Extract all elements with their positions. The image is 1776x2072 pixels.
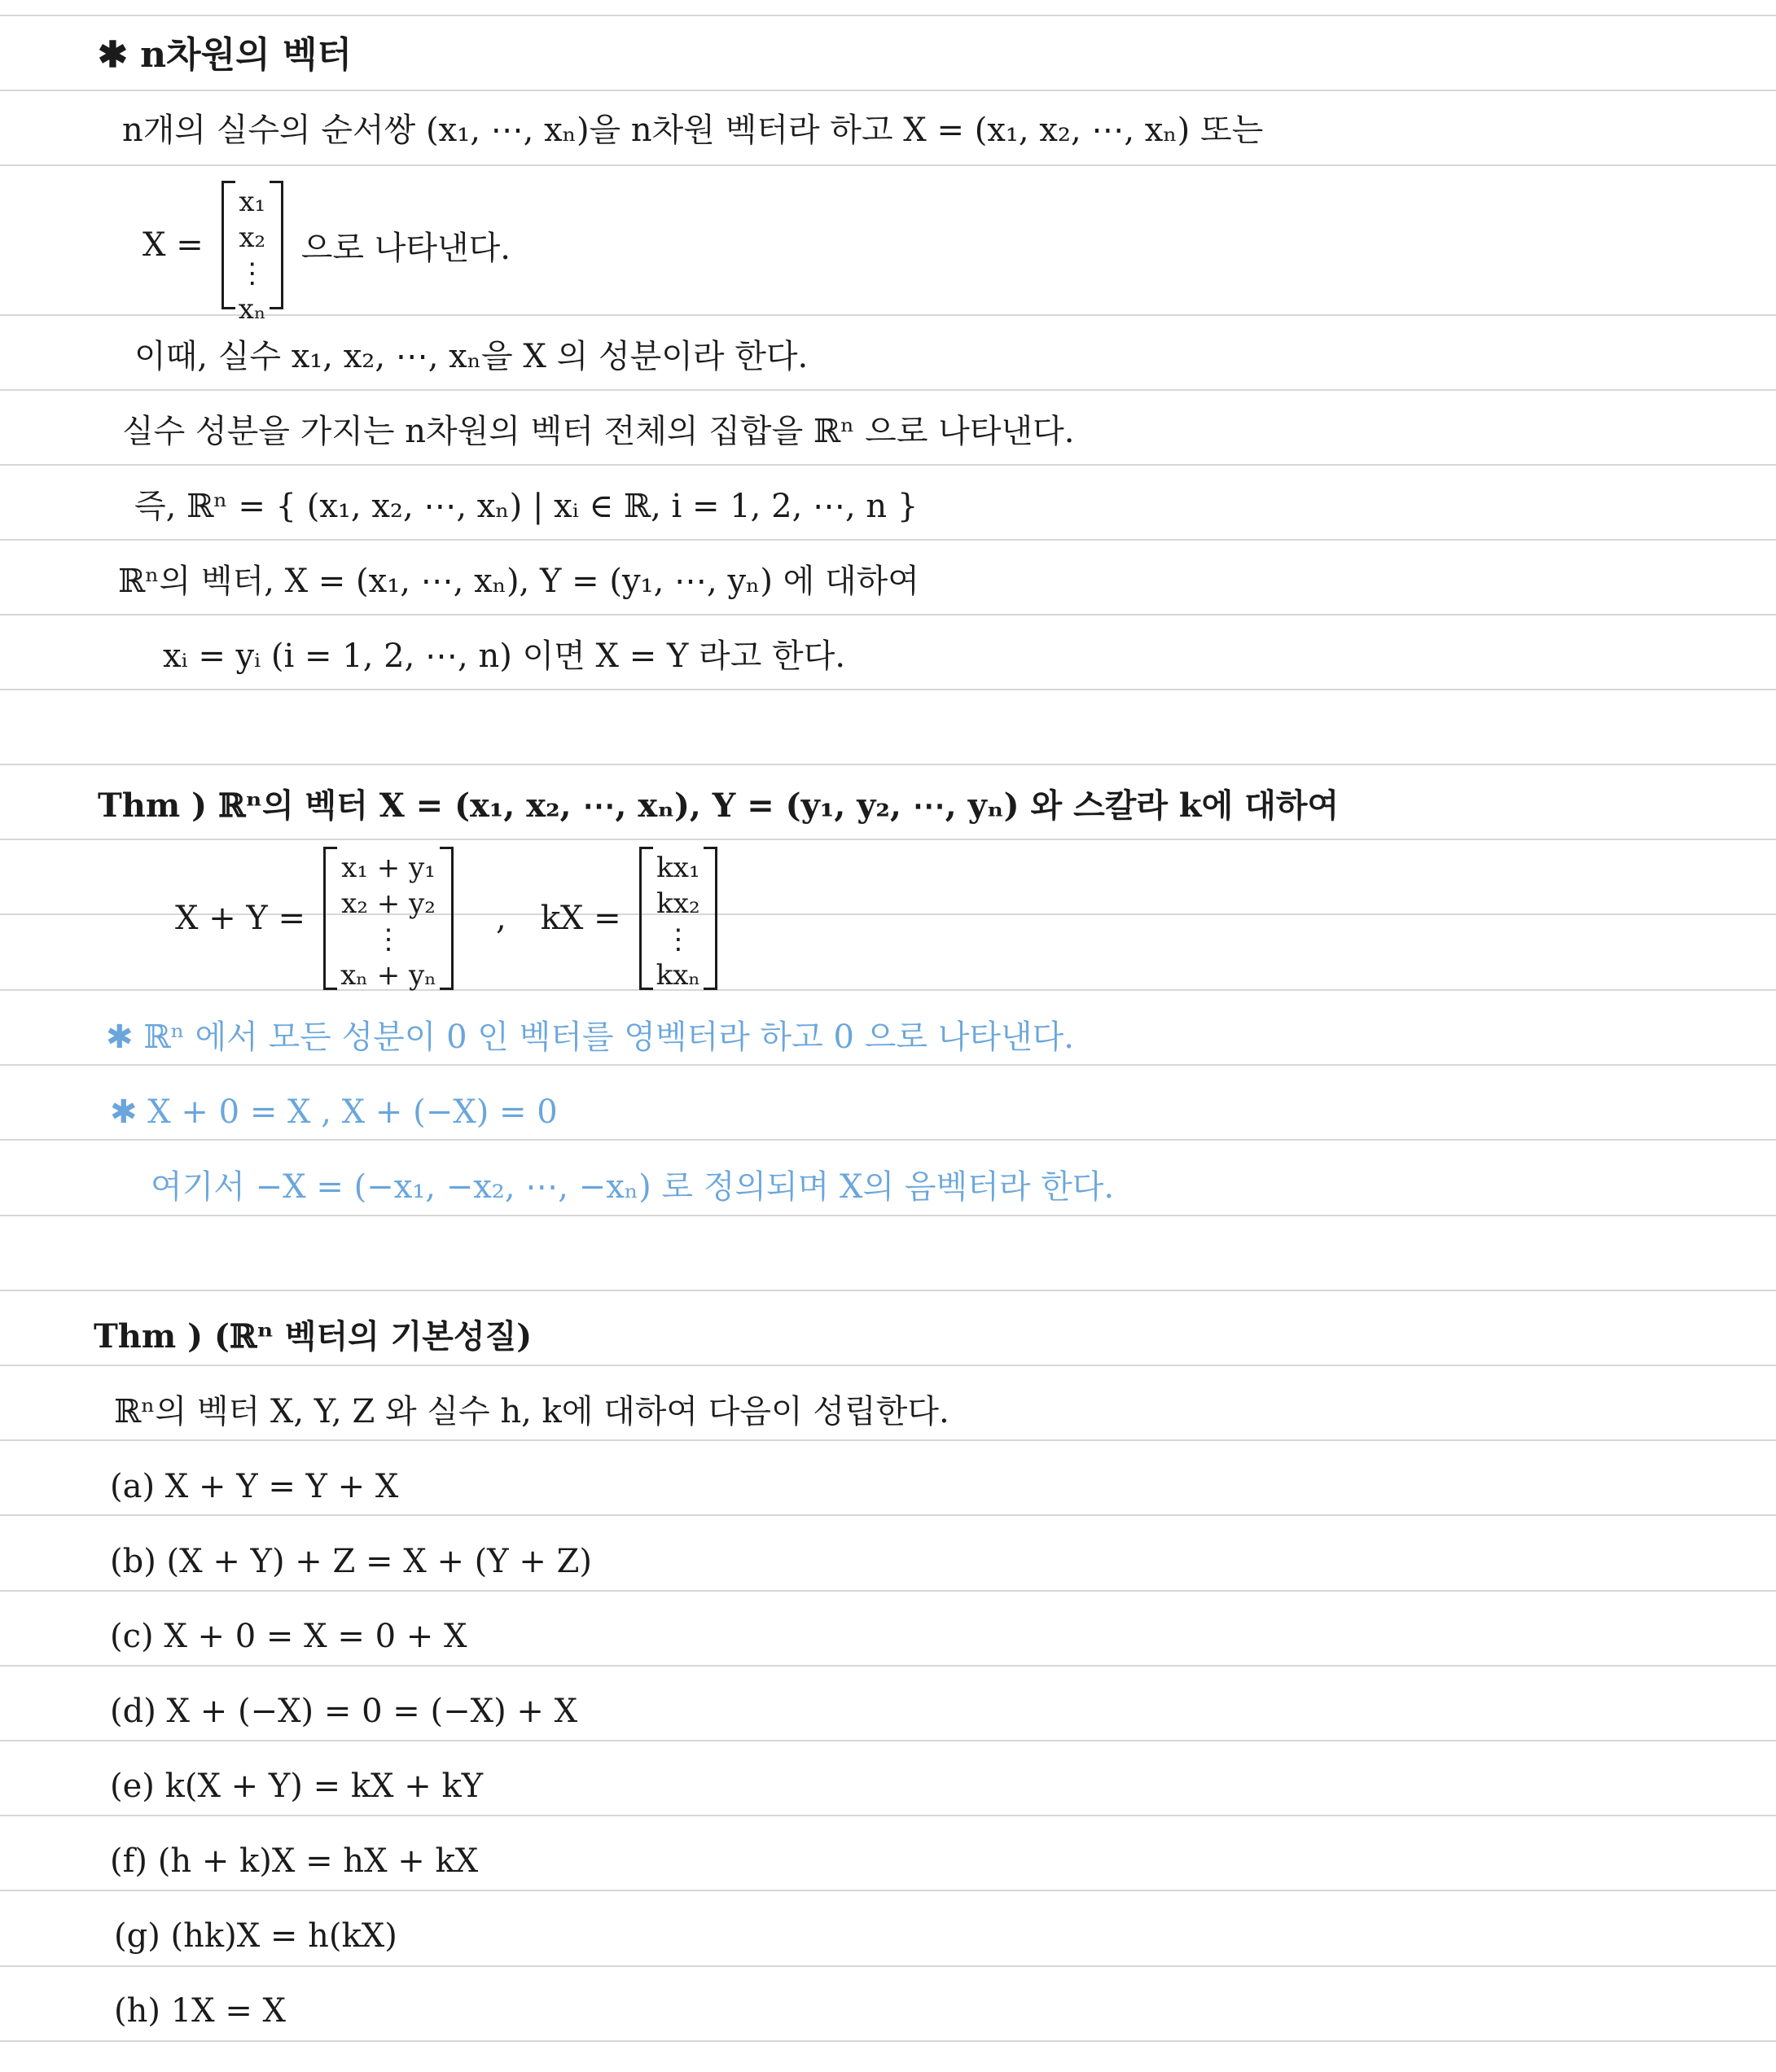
equality-intro: ℝⁿ의 벡터, X = (x₁, ⋯, xₙ), Y = (y₁, ⋯, yₙ) 에 대하여 — [118, 563, 919, 600]
rule-line — [0, 689, 1776, 690]
column-lhs: X = — [143, 226, 204, 264]
equality-condition: xᵢ = yᵢ (i = 1, 2, ⋯, n) 이면 X = Y 라고 한다. — [163, 637, 846, 675]
set-statement: 실수 성분을 가지는 n차원의 벡터 전체의 집합을 ℝⁿ 으로 나타낸다. — [122, 413, 1075, 450]
property-item: (e) k(X + Y) = kX + kY — [110, 1768, 484, 1805]
rule-line — [0, 1290, 1776, 1291]
set-definition: 즉, ℝⁿ = { (x₁, x₂, ⋯, xₙ) | xᵢ ∈ ℝ, i = 1, 2, ⋯, n } — [134, 488, 919, 525]
vector-entry: kx₂ — [656, 887, 700, 920]
rule-line — [0, 1215, 1776, 1216]
property-item: (f) (h + k)X = hX + kX — [110, 1842, 479, 1880]
rule-line — [0, 614, 1776, 615]
sum-column-vector — [323, 847, 454, 990]
rule-line — [0, 2040, 1776, 2042]
rule-line — [0, 839, 1776, 840]
vector-entry: xₙ + yₙ — [340, 959, 436, 992]
column-vector-form — [143, 181, 511, 326]
vector-entry: x₂ — [239, 221, 266, 254]
property-item: (d) X + (−X) = 0 = (−X) + X — [110, 1693, 578, 1730]
rule-line — [0, 314, 1776, 316]
rule-line — [0, 15, 1776, 16]
column-suffix: 으로 나타낸다. — [300, 229, 511, 267]
rule-line — [0, 90, 1776, 91]
vector-entry: xₙ — [238, 293, 266, 326]
vector-definition: n개의 실수의 순서쌍 (x₁, ⋯, xₙ)을 n차원 벡터라 하고 X = (x₁, x₂, ⋯, xₙ) 또는 — [122, 112, 1264, 149]
rule-line — [0, 539, 1776, 541]
vector-sum — [175, 847, 717, 990]
rule-line — [0, 1590, 1776, 1592]
rule-line — [0, 1890, 1776, 1891]
property-item: (c) X + 0 = X = 0 + X — [110, 1618, 467, 1655]
rule-line — [0, 1365, 1776, 1366]
scalar-column-vector — [639, 847, 718, 990]
section-title: ✱ n차원의 벡터 — [98, 34, 353, 76]
rule-line — [0, 1139, 1776, 1141]
inverse-note: ✱ X + 0 = X , X + (−X) = 0 — [110, 1093, 558, 1131]
rule-line — [0, 1439, 1776, 1441]
rule-line — [0, 164, 1776, 166]
rule-line — [0, 1514, 1776, 1516]
property-item: (a) X + Y = Y + X — [110, 1468, 399, 1505]
rule-line — [0, 1665, 1776, 1667]
rule-line — [0, 1815, 1776, 1816]
property-item: (h) 1X = X — [114, 1992, 287, 2030]
vector-entry: ⋮ — [238, 257, 266, 290]
theorem-properties-title: Thm ) (ℝⁿ 벡터의 기본성질) — [94, 1317, 533, 1356]
rule-line — [0, 764, 1776, 765]
rule-line — [0, 1740, 1776, 1741]
vector-entry: x₂ + y₂ — [341, 887, 436, 920]
negative-vector-definition: 여기서 −X = (−x₁, −x₂, ⋯, −xₙ) 로 정의되며 X의 음벡터라 한다. — [151, 1168, 1115, 1206]
vector-entry: ⋮ — [664, 923, 692, 956]
scalar-lhs: kX = — [540, 900, 621, 937]
property-item: (g) (hk)X = h(kX) — [114, 1917, 397, 1955]
theorem-operations: Thm ) ℝⁿ의 벡터 X = (x₁, x₂, ⋯, xₙ), Y = (y₁, y₂, ⋯, yₙ) 와 스칼라 k에 대하여 — [98, 786, 1340, 825]
properties-intro: ℝⁿ의 벡터 X, Y, Z 와 실수 h, k에 대하여 다음이 성립한다. — [114, 1393, 949, 1430]
zero-vector-note: ✱ ℝⁿ 에서 모든 성분이 0 인 벡터를 영벡터라 하고 0 으로 나타낸다. — [106, 1018, 1074, 1056]
property-item: (b) (X + Y) + Z = X + (Y + Z) — [110, 1543, 593, 1580]
vector-entry: x₁ + y₁ — [341, 852, 436, 884]
rule-line — [0, 1064, 1776, 1066]
rule-line — [0, 1965, 1776, 1967]
vector-entry: kx₁ — [656, 852, 700, 884]
vector-entry: ⋮ — [375, 923, 403, 956]
rule-line — [0, 464, 1776, 466]
column-vector — [221, 181, 283, 326]
components-statement: 이때, 실수 x₁, x₂, ⋯, xₙ을 X 의 성분이라 한다. — [134, 338, 809, 375]
vector-entry: x₁ — [239, 186, 266, 218]
sum-lhs: X + Y = — [175, 900, 306, 937]
vector-entry: kxₙ — [656, 959, 701, 992]
separator: , — [495, 900, 506, 937]
rule-line — [0, 389, 1776, 391]
